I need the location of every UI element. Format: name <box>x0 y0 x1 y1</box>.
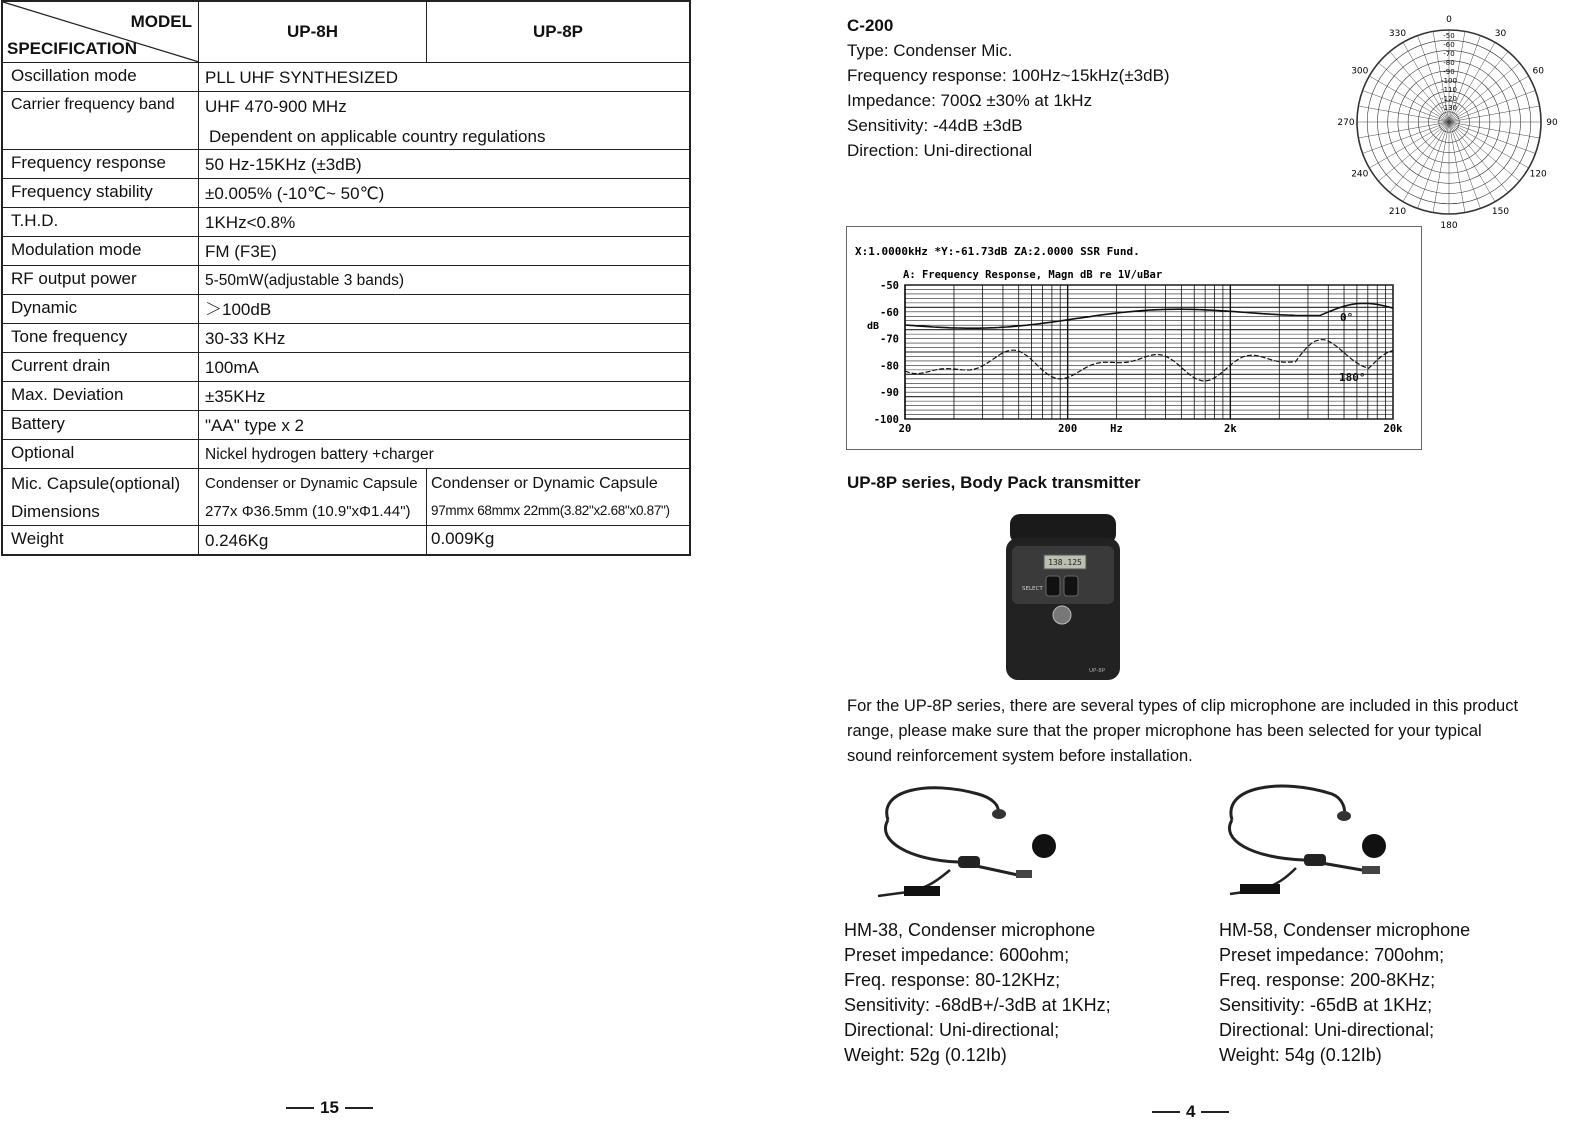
page-number-dash <box>286 1107 314 1109</box>
row-value: 30-33 KHz <box>205 329 286 348</box>
mic-capsule-label: Mic. Capsule(optional) <box>11 474 181 493</box>
polar-angle-label: 270 <box>1337 118 1355 128</box>
bodypack-button <box>1064 576 1078 596</box>
headband-lower <box>1229 820 1304 860</box>
row-value: ＞100dB <box>205 300 272 319</box>
mic-windscreen <box>1032 834 1056 858</box>
headband-lower <box>885 820 958 862</box>
x-tick-label: 200 <box>1058 423 1078 435</box>
hm38-line: Sensitivity: -68dB+/-3dB at 1KHz; <box>844 995 1111 1015</box>
mic-windscreen <box>1362 834 1386 858</box>
row-label: Current drain <box>3 353 199 381</box>
x-tick-label: Hz <box>1110 423 1123 435</box>
spec-table <box>1 0 691 556</box>
c200-spec-line: Sensitivity: -44dB ±3dB <box>847 116 1023 135</box>
bodypack-logo <box>1053 606 1071 624</box>
polar-ring-label: -130 <box>1441 104 1457 112</box>
page-number-dash <box>345 1107 373 1109</box>
row-label: Battery <box>3 411 199 439</box>
connector <box>1240 884 1280 894</box>
right-page-number <box>1152 1102 1229 1122</box>
polar-ring-label: -70 <box>1443 50 1455 58</box>
graph-header: X:1.0000kHz *Y:-61.73dB ZA:2.0000 SSR Fund. <box>855 245 1140 258</box>
y-tick-label: -100 <box>873 414 899 426</box>
y-tick-label: -60 <box>880 306 899 319</box>
row-label: Weight <box>3 526 199 554</box>
row-label: Oscillation mode <box>3 63 199 91</box>
polar-angle-label: 0 <box>1446 15 1452 25</box>
graph-ylabel: dB <box>867 321 880 332</box>
x-tick-label: 20 <box>898 423 912 435</box>
connector <box>904 886 940 896</box>
hm38-line: HM-38, Condenser microphone <box>844 920 1096 940</box>
row-value-line2: Dependent on applicable country regulations <box>209 127 546 146</box>
table-row <box>3 178 689 207</box>
row-label: Max. Deviation <box>3 382 199 410</box>
row-value: FM (F3E) <box>205 242 277 261</box>
mic-capsule <box>1362 866 1380 874</box>
hm58-line: Weight: 54g (0.12Ib) <box>1219 1045 1382 1065</box>
up8p-cell <box>427 469 689 525</box>
row-label: T.H.D. <box>3 208 199 236</box>
up8h-capsule: Condenser or Dynamic Capsule <box>205 475 418 492</box>
table-row <box>3 91 689 149</box>
hm58-line: HM-58, Condenser microphone <box>1219 920 1471 940</box>
page-number-dash <box>1201 1111 1229 1113</box>
c200-spec-line: Impedance: 700Ω ±30% at 1kHz <box>847 91 1093 110</box>
c200-spec-line: Direction: Uni-directional <box>847 141 1033 160</box>
polar-ring-label: -120 <box>1441 95 1457 103</box>
table-row <box>3 149 689 178</box>
ear-piece <box>1337 811 1351 821</box>
polar-angle-label: 210 <box>1388 207 1407 218</box>
polar-ring-label: -60 <box>1443 41 1455 49</box>
up8p-weight: 0.009Kg <box>431 529 495 548</box>
hm58-headset-image <box>1212 780 1402 910</box>
c200-spec-line: Type: Condenser Mic. <box>847 41 1013 60</box>
polar-angle-label: 90 <box>1546 118 1558 128</box>
row-value <box>199 92 689 149</box>
graph-grid <box>874 280 1403 435</box>
table-row <box>3 410 689 439</box>
curve-label-0: 0° <box>1340 311 1354 324</box>
mic-capsule <box>1016 870 1032 878</box>
hm38-line: Preset impedance: 600ohm; <box>844 945 1070 965</box>
row-value: PLL UHF SYNTHESIZED <box>205 68 399 87</box>
page-number-dash <box>1152 1111 1180 1113</box>
table-row <box>3 265 689 294</box>
table-row <box>3 525 689 554</box>
polar-angle-label: 240 <box>1351 169 1369 180</box>
select-label: SELECT <box>1022 586 1043 592</box>
hm58-line: Sensitivity: -65dB at 1KHz; <box>1219 995 1433 1015</box>
row-value: "AA" type x 2 <box>205 416 305 435</box>
up8p-capsule: Condenser or Dynamic Capsule <box>431 475 658 492</box>
page-number-text: 15 <box>320 1098 339 1117</box>
table-row <box>3 207 689 236</box>
row-label: Carrier frequency band <box>3 92 199 149</box>
hm58-line: Directional: Uni-directional; <box>1219 1020 1435 1040</box>
polar-pattern-diagram <box>1337 14 1560 231</box>
row-value-line1: UHF 470-900 MHz <box>205 97 347 116</box>
table-row <box>3 439 689 468</box>
row-label: Optional <box>3 440 199 468</box>
table-row <box>3 236 689 265</box>
row-label: RF output power <box>3 266 199 294</box>
y-tick-label: -80 <box>880 360 899 373</box>
hm58-specs <box>1219 918 1470 1068</box>
frequency-response-graph <box>846 226 1422 450</box>
bodypack-display-text: 138.125 <box>1048 558 1082 567</box>
row-value: ±35KHz <box>205 387 266 406</box>
up8p-dimensions: 97mmx 68mmx 22mm(3.82"x2.68"x0.87") <box>431 503 670 518</box>
row-label: Dynamic <box>3 295 199 323</box>
polar-ring-label: -90 <box>1443 68 1455 76</box>
row-label: Frequency response <box>3 150 199 178</box>
ear-piece <box>992 809 1006 819</box>
headband <box>887 788 999 820</box>
paragraph-line: For the UP-8P series, there are several types of clip microphone are included in this product <box>847 697 1519 715</box>
specification-header: SPECIFICATION <box>7 39 138 58</box>
up8h-weight: 0.246Kg <box>199 526 427 554</box>
polar-ring-label: -80 <box>1443 59 1455 67</box>
row-value: ±0.005% (-10℃~ 50℃) <box>205 184 385 203</box>
y-tick-label: -90 <box>880 387 899 400</box>
polar-angle-label: 30 <box>1494 28 1507 39</box>
boom-clip <box>958 856 980 868</box>
x-tick-label: 20k <box>1383 423 1403 435</box>
c200-specs <box>847 13 1170 163</box>
header-corner-cell <box>3 2 199 62</box>
up8h-dimensions: 277x Φ36.5mm (10.9"xΦ1.44") <box>205 503 411 520</box>
polar-angle-label: 300 <box>1351 66 1369 77</box>
hm38-line: Directional: Uni-directional; <box>844 1020 1060 1040</box>
table-header-row <box>3 2 689 62</box>
model-header: MODEL <box>130 12 192 31</box>
table-row <box>3 352 689 381</box>
polar-angle-label: 150 <box>1491 207 1510 218</box>
paragraph-line: sound reinforcement system before installation. <box>847 747 1193 765</box>
polar-ring-label: -110 <box>1441 86 1457 94</box>
page-number-text: 4 <box>1186 1102 1196 1121</box>
hm58-line: Freq. response: 200-8KHz; <box>1219 970 1436 990</box>
column-header-up8p: UP-8P <box>532 22 584 41</box>
polar-ring-label: -50 <box>1443 32 1455 40</box>
row-label: Modulation mode <box>3 237 199 265</box>
boom-clip <box>1304 854 1326 866</box>
headband <box>1231 786 1345 820</box>
hm38-line: Weight: 52g (0.12Ib) <box>844 1045 1007 1065</box>
row-value: Nickel hydrogen battery +charger <box>205 446 434 463</box>
up8p-description <box>847 694 1577 769</box>
table-row <box>3 381 689 410</box>
hm38-line: Freq. response: 80-12KHz; <box>844 970 1061 990</box>
hm38-headset-image <box>868 780 1058 910</box>
column-header-up8h: UP-8H <box>199 2 427 62</box>
up8h-cell <box>199 469 427 525</box>
polar-angle-label: 120 <box>1529 169 1547 180</box>
row-value: 100mA <box>205 358 259 377</box>
table-row-split <box>3 468 689 525</box>
hm38-specs <box>844 918 1111 1068</box>
table-row <box>3 323 689 352</box>
row-label: Frequency stability <box>3 179 199 207</box>
row-value: 5-50mW(adjustable 3 bands) <box>205 272 405 289</box>
graph-subtitle: A: Frequency Response, Magn dB re 1V/uBar <box>903 269 1163 281</box>
c200-spec-line: Frequency response: 100Hz~15kHz(±3dB) <box>847 66 1170 85</box>
row-value: 50 Hz-15KHz (±3dB) <box>205 155 362 174</box>
y-tick-label: -70 <box>880 333 899 346</box>
polar-angle-label: 180 <box>1440 221 1458 231</box>
row-label <box>3 469 199 525</box>
left-page-number <box>286 1098 373 1118</box>
bodypack-button <box>1046 576 1060 596</box>
c200-title: C-200 <box>847 16 894 35</box>
polar-angle-label: 330 <box>1388 28 1407 39</box>
row-label: Tone frequency <box>3 324 199 352</box>
bodypack-transmitter-image <box>1004 512 1122 682</box>
bodypack-model-label: UP-8P <box>1089 668 1106 674</box>
table-row <box>3 294 689 323</box>
polar-ring-label: -100 <box>1441 77 1457 85</box>
curve-label-180: 180° <box>1339 371 1366 384</box>
frequency-response-plot <box>847 227 1423 451</box>
up8p-section-title: UP-8P series, Body Pack transmitter <box>847 473 1141 492</box>
polar-angle-label: 60 <box>1532 66 1544 77</box>
row-value: 1KHz<0.8% <box>205 213 296 232</box>
paragraph-line: range, please make sure that the proper microphone has been selected for your typical <box>847 722 1482 740</box>
table-row <box>3 62 689 91</box>
hm58-line: Preset impedance: 700ohm; <box>1219 945 1445 965</box>
y-tick-label: -50 <box>880 280 899 292</box>
dimensions-label: Dimensions <box>11 502 100 521</box>
x-tick-label: 2k <box>1224 423 1237 435</box>
